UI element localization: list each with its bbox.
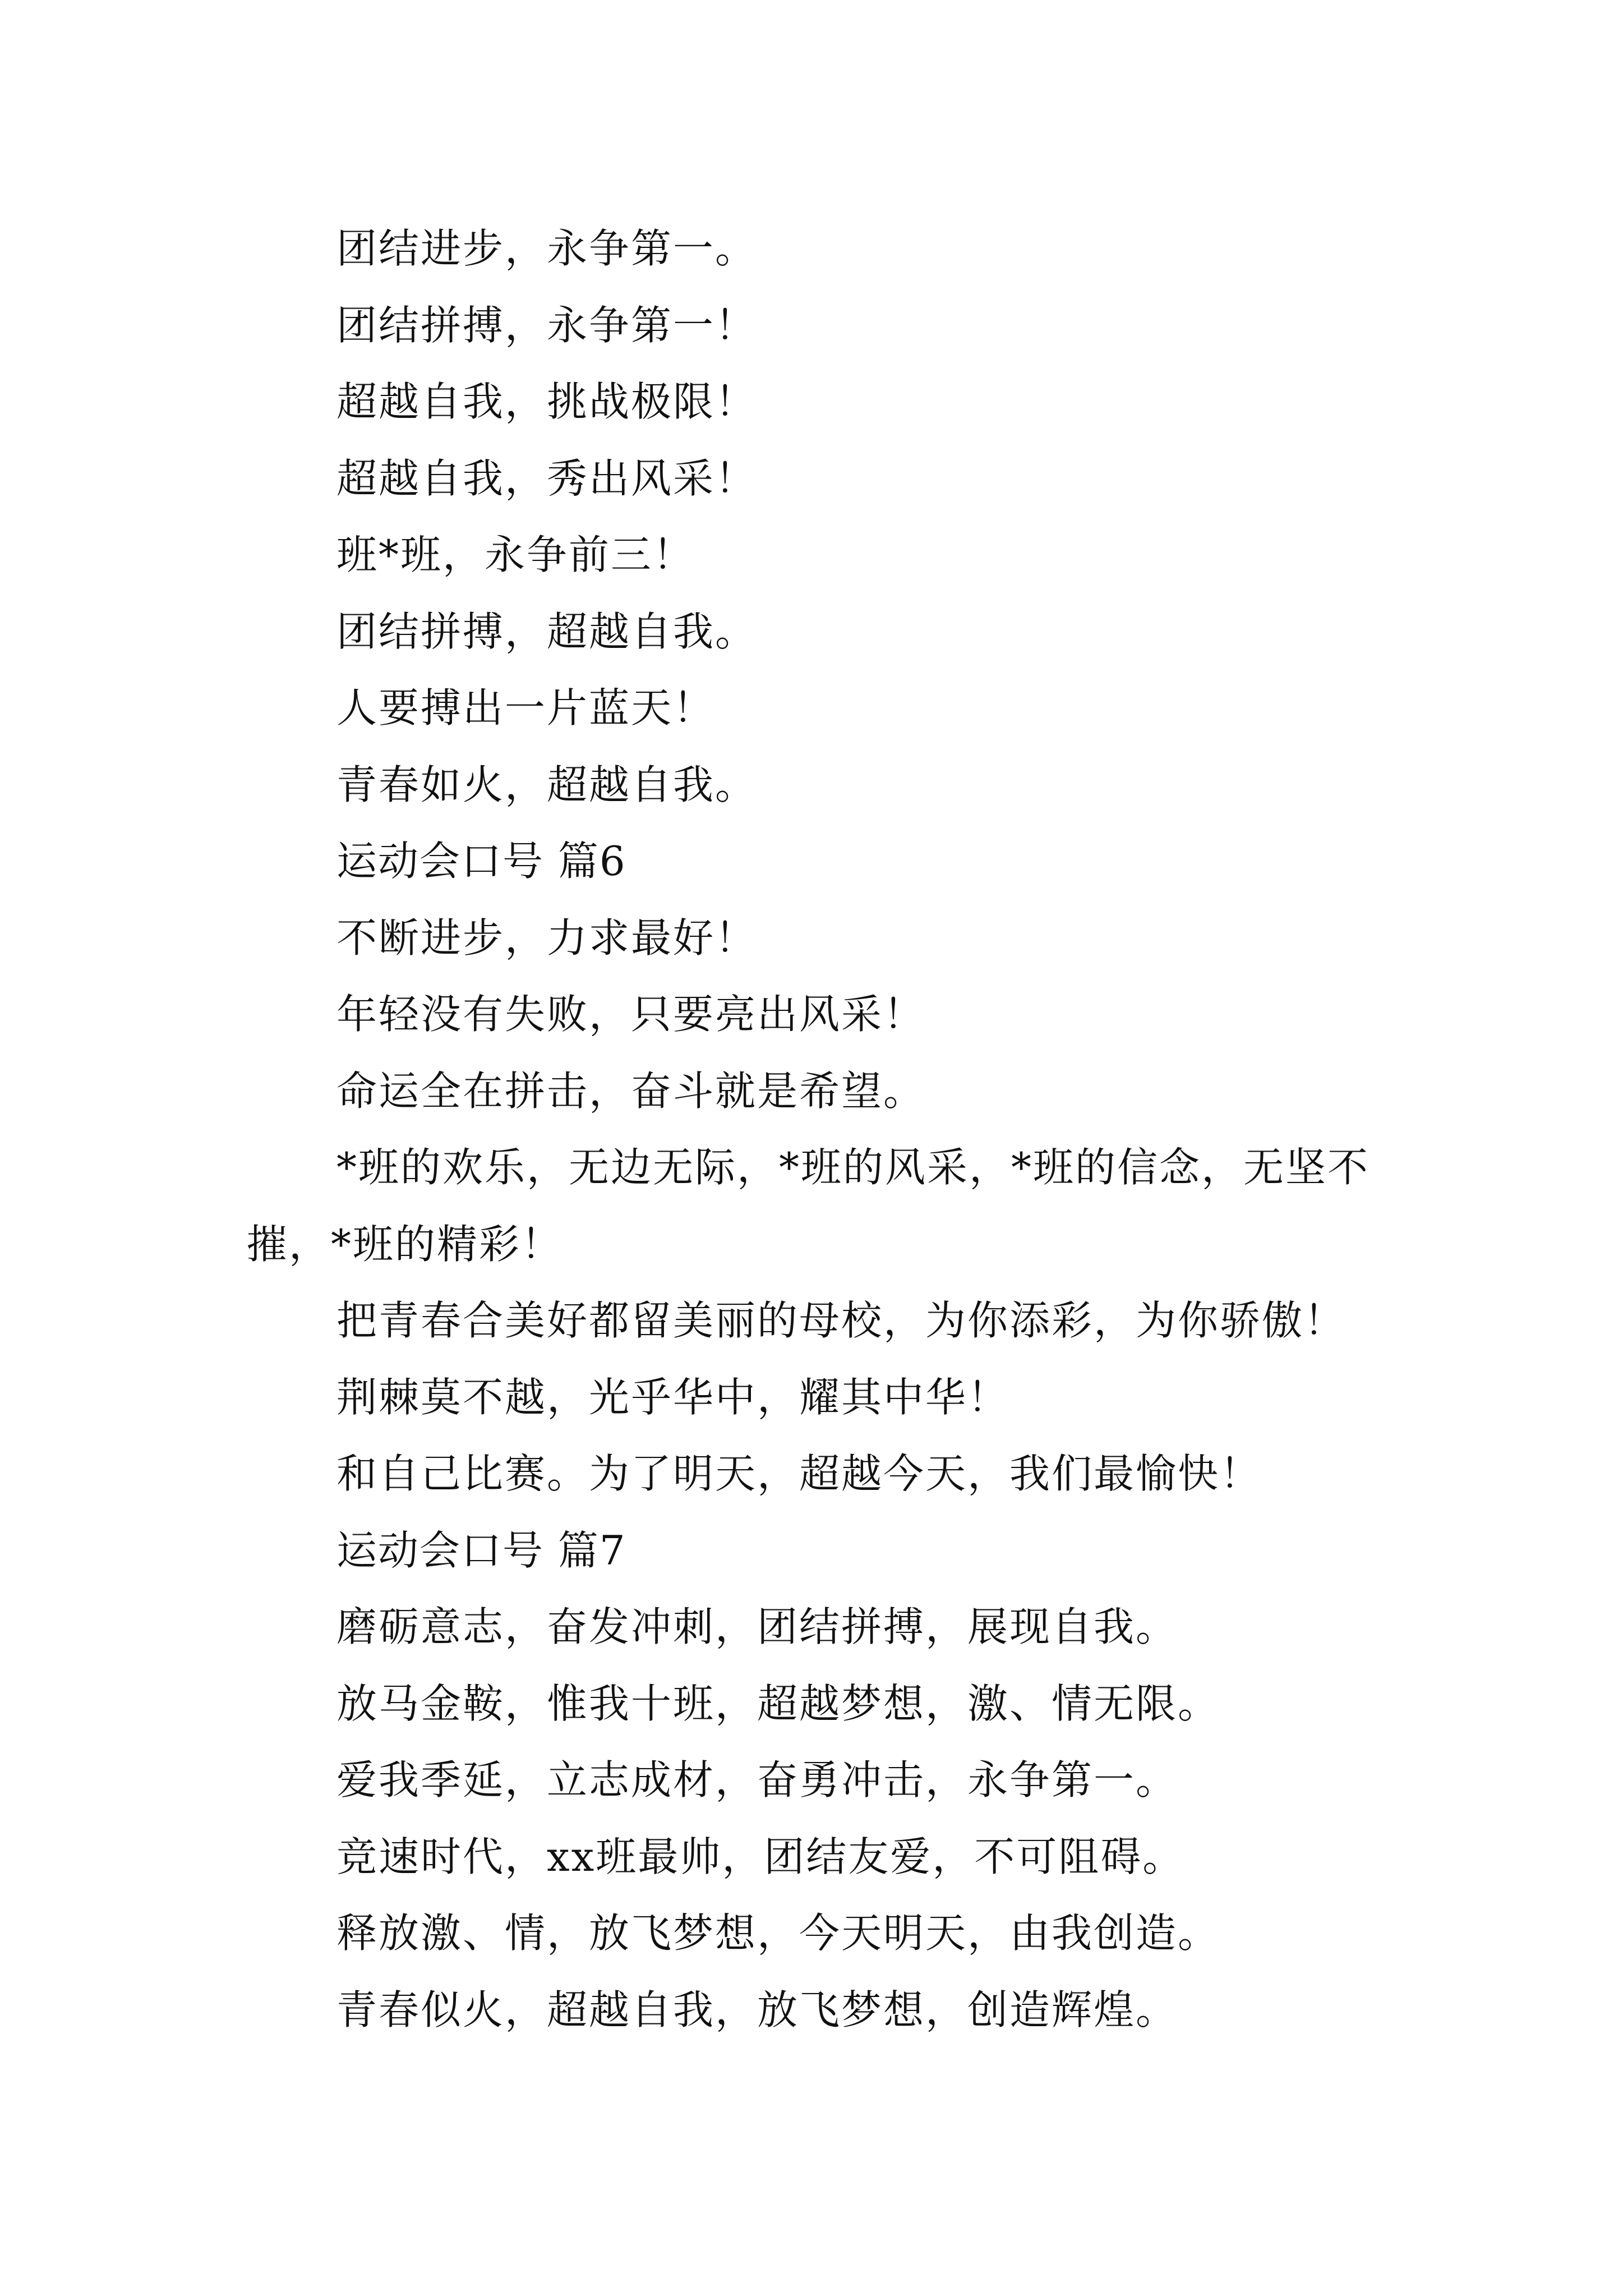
slogan-line: 磨砺意志，奋发冲刺，团结拼搏，展现自我。 <box>336 1603 1178 1650</box>
slogan-line: 班*班，永争前三！ <box>336 531 695 578</box>
slogan-line: 放马金鞍，惟我十班，超越梦想，激、情无限。 <box>336 1680 1220 1727</box>
slogan-line: 团结进步，永争第一。 <box>336 225 758 272</box>
slogan-line: 不断进步，力求最好！ <box>336 914 758 961</box>
document-body <box>247 210 1402 2048</box>
slogan-line: 命运全在拼击，奋斗就是希望。 <box>336 1067 926 1115</box>
slogan-line: 人要搏出一片蓝天！ <box>336 684 716 731</box>
slogan-line: 超越自我，秀出风采！ <box>336 454 758 502</box>
slogan-line: 青春如火，超越自我。 <box>336 761 758 808</box>
slogan-line: 和自己比赛。为了明天，超越今天，我们最愉快！ <box>336 1450 1262 1497</box>
slogan-line: 把青春合美好都留美丽的母校，为你添彩，为你骄傲！ <box>336 1297 1347 1344</box>
slogan-line: 释放激、情，放飞梦想，今天明天，由我创造。 <box>336 1910 1220 1957</box>
slogan-line: 爱我季延，立志成材，奋勇冲击，永争第一。 <box>336 1756 1178 1803</box>
slogan-paragraph: *班的欢乐，无边无际，*班的风采，*班的信念，无坚不摧，*班的精彩！ <box>247 1144 1370 1268</box>
section-heading: 运动会口号 篇7 <box>336 1526 626 1574</box>
slogan-line: 竞速时代，xx班最帅，团结友爱，不可阻碍。 <box>336 1833 1185 1880</box>
slogan-line: 团结拼搏，超越自我。 <box>336 608 758 655</box>
slogan-line: 超越自我，挑战极限！ <box>336 378 758 425</box>
slogan-line: 年轻没有失败，只要亮出风采！ <box>336 991 926 1038</box>
slogan-line: 团结拼搏，永争第一！ <box>336 301 758 349</box>
slogan-line: 荆棘莫不越，光乎华中，耀其中华！ <box>336 1373 1010 1421</box>
slogan-line: 青春似火，超越自我，放飞梦想，创造辉煌。 <box>336 1986 1178 2033</box>
section-heading: 运动会口号 篇6 <box>336 838 626 885</box>
